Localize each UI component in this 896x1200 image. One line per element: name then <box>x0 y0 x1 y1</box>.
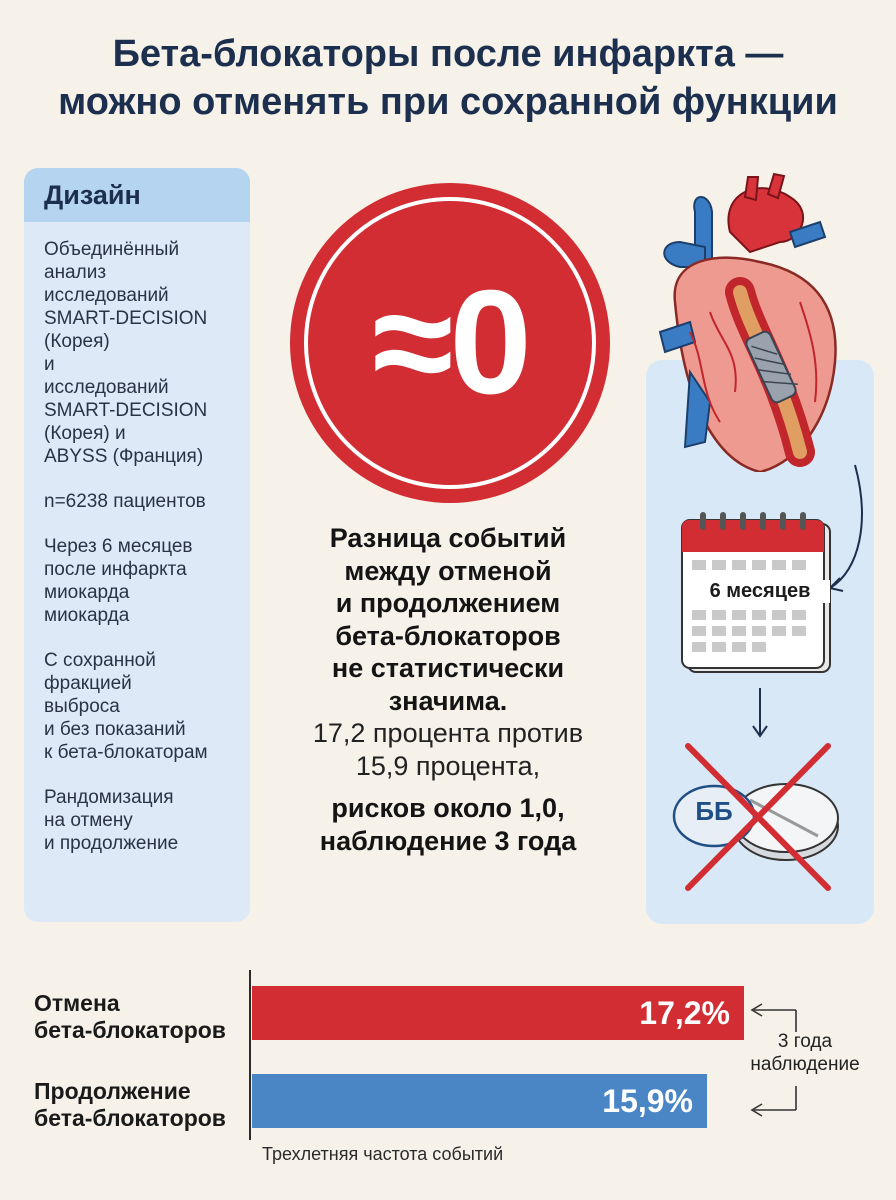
design-analysis-line: SMART-DECISION <box>44 400 208 421</box>
bar-value-continuation: 15,9% <box>602 1082 693 1119</box>
summary-bold-line: Разница событий <box>329 523 567 553</box>
chart-axis-line <box>249 970 251 1140</box>
summary-bold-line: бета-блокаторов <box>335 620 561 651</box>
design-analysis-line: (Корея) и <box>44 423 126 444</box>
design-criteria-line: С сохранной <box>44 650 156 671</box>
pill-label: ББ <box>695 796 733 826</box>
summary-regular <box>268 717 628 782</box>
bar-label-withdrawal <box>34 990 226 1044</box>
design-analysis-line: Объединённый <box>44 239 180 260</box>
bar-label-withdrawal-line: Отмена <box>34 990 120 1016</box>
design-timing-line: Через 6 месяцев <box>44 536 193 557</box>
design-criteria <box>44 649 240 764</box>
summary-bold-2 <box>268 792 628 857</box>
title-line-1: Бета-блокаторы после инфаркта — <box>112 33 784 75</box>
design-analysis-line: исследований <box>44 377 169 398</box>
design-randomization-line: Рандомизация <box>44 787 174 808</box>
design-timing-line: миокарда <box>44 582 130 603</box>
summary-bold-2-line: рисков около 1,0, <box>331 793 565 823</box>
summary-bold-line: между отменой <box>344 555 552 586</box>
bar-value-withdrawal: 17,2% <box>639 994 730 1031</box>
design-randomization <box>44 786 240 855</box>
design-analysis-line: (Корея) <box>44 331 110 352</box>
bar-label-withdrawal-line: бета-блокаторов <box>34 1017 226 1043</box>
design-analysis-line: исследований <box>44 285 169 306</box>
design-analysis-line: и <box>44 354 55 375</box>
design-timing-line: после инфаркта <box>44 559 187 580</box>
page-title <box>0 30 896 126</box>
design-analysis-line: SMART-DECISION <box>44 308 208 329</box>
summary-bold-line: не статистически <box>331 653 565 683</box>
calendar-label: 6 месяцев <box>690 580 830 603</box>
design-patients <box>44 490 240 513</box>
summary-bold-line: значима. <box>388 685 508 716</box>
summary-bold-2-line: наблюдение 3 года <box>319 825 577 856</box>
bar-label-continuation-line: бета-блокаторов <box>34 1105 226 1131</box>
summary-bold-line: и продолжением <box>335 588 561 618</box>
summary-text <box>268 522 628 857</box>
chart-x-axis-title: Трехлетняя частота событий <box>262 1144 504 1164</box>
bar-continuation <box>252 1074 707 1128</box>
design-analysis <box>44 238 240 468</box>
design-timing <box>44 535 240 627</box>
title-line-2: можно отменять при сохранной функции <box>58 81 838 123</box>
design-analysis-line: анализ <box>44 262 107 283</box>
design-patients-text: n=6238 пациентов <box>44 491 206 512</box>
design-analysis-line: ABYSS (Франция) <box>44 446 204 467</box>
follow-up-annotation <box>740 1030 870 1076</box>
summary-bold <box>268 522 628 717</box>
design-criteria-line: фракцией <box>44 673 132 694</box>
summary-regular-line: 17,2 процента против <box>312 718 584 748</box>
bar-label-continuation-line: Продолжение <box>34 1078 191 1104</box>
bar-withdrawal <box>252 986 744 1040</box>
design-randomization-line: и продолжение <box>44 833 179 854</box>
design-panel <box>24 168 250 922</box>
summary-regular-line: 15,9 процента, <box>355 750 541 781</box>
bar-label-continuation <box>34 1078 226 1132</box>
headline-circle <box>290 183 610 503</box>
follow-up-annotation-line: 3 года <box>777 1031 833 1052</box>
follow-up-annotation-line: наблюдение <box>750 1054 860 1075</box>
design-criteria-line: и без показаний <box>44 719 186 740</box>
design-timing-line: миокарда <box>44 605 130 626</box>
headline-value: ≈0 <box>372 260 528 425</box>
design-randomization-line: на отмену <box>44 810 133 831</box>
design-header: Дизайн <box>24 168 250 222</box>
design-criteria-line: выброса <box>44 696 120 717</box>
heart-icon <box>650 172 850 472</box>
events-bar-chart <box>0 960 896 1200</box>
design-criteria-line: к бета-блокаторам <box>44 742 208 763</box>
